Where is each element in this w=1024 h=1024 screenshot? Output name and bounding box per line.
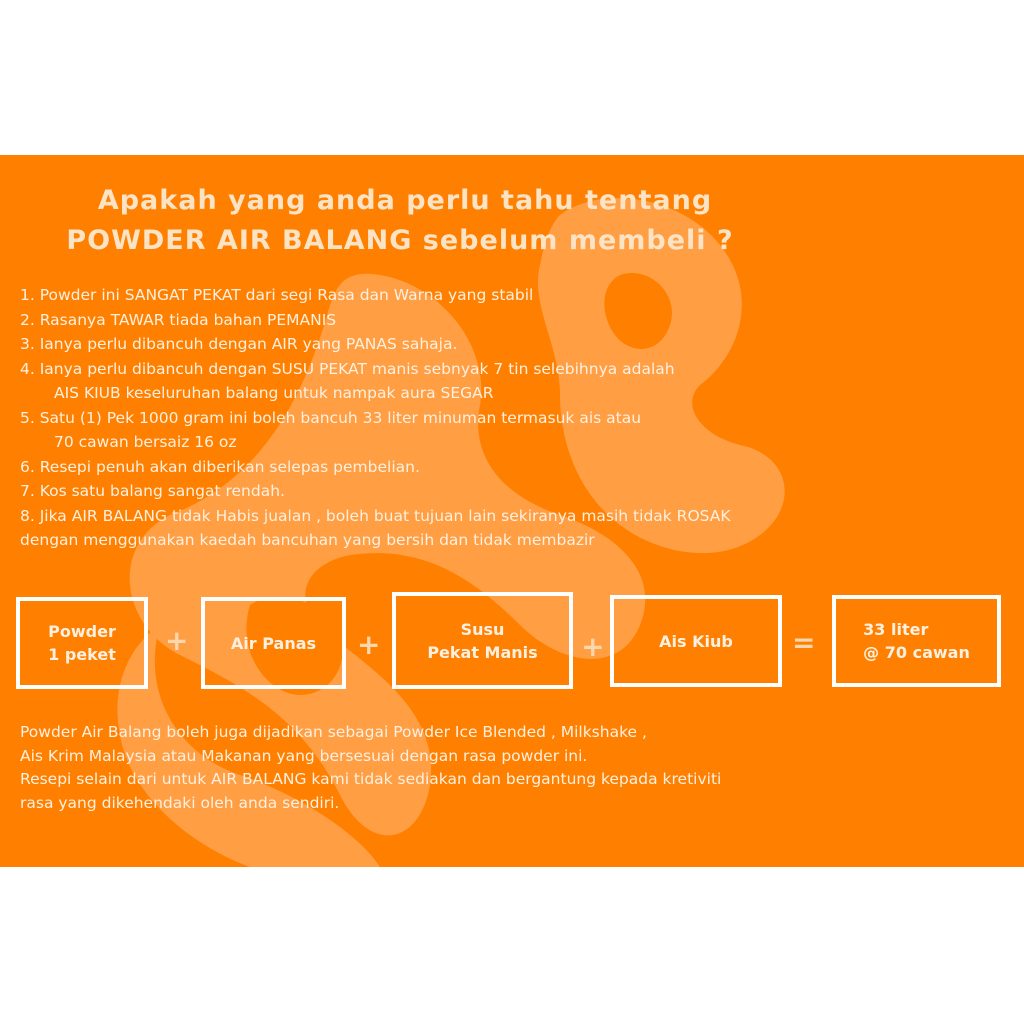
formula-box-text: Ais Kiub	[659, 631, 733, 651]
list-item: 7. Kos satu balang sangat rendah.	[20, 482, 285, 500]
formula-box-susu-pekat-manis	[392, 592, 573, 689]
page-title-line2: POWDER AIR BALANG sebelum membeli ?	[66, 225, 734, 256]
list-item: 5. Satu (1) Pek 1000 gram ini boleh bancuh 33 liter minuman termasuk ais atau	[20, 408, 642, 427]
info-panel	[0, 155, 1024, 867]
page-title-line1: Apakah yang anda perlu tahu tentang	[97, 185, 713, 216]
list-item: 4. Ianya perlu dibancuh dengan SUSU PEKAT manis sebnyak 7 tin selebihnya adalah	[20, 359, 675, 378]
formula-box-air-panas	[201, 597, 346, 689]
list-item: 2. Rasanya TAWAR tiada bahan PEMANIS	[20, 310, 337, 329]
plus-sign: +	[357, 628, 381, 661]
footer-line: rasa yang dikehendaki oleh anda sendiri.	[20, 793, 340, 812]
formula-box-text: Powder	[48, 622, 116, 641]
list-item: 1. Powder ini SANGAT PEKAT dari segi Rasa dan Warna yang stabil	[20, 286, 534, 304]
formula-box-powder	[16, 597, 148, 689]
formula-box-text: Susu	[460, 619, 505, 639]
footer-line: Ais Krim Malaysia atau Makanan yang bersesuai dengan rasa powder ini.	[20, 746, 588, 765]
formula-box-text: Air Panas	[230, 633, 317, 653]
list-item: 6. Resepi penuh akan diberikan selepas pembelian.	[20, 457, 420, 476]
plus-sign: +	[581, 630, 605, 663]
formula-box-text: @ 70 cawan	[863, 643, 970, 662]
formula-box-ais-kiub	[610, 595, 782, 687]
footer-note	[20, 721, 721, 815]
list-item: 8. Jika AIR BALANG tidak Habis jualan , boleh buat tujuan lain sekiranya masih tidak ROSAK	[20, 506, 731, 525]
list-item-continuation	[20, 381, 731, 406]
formula-box-text: 33 liter	[863, 620, 929, 639]
footer-line: Resepi selain dari untuk AIR BALANG kami tidak sediakan dan bergantung kepada kretiviti	[20, 770, 722, 788]
formula-box-text: Pekat Manis	[427, 642, 538, 662]
list-item-continuation	[20, 430, 731, 455]
list-item: dengan menggunakan kaedah bancuhan yang bersih dan tidak membazir	[20, 531, 595, 549]
plus-sign: +	[165, 624, 189, 657]
info-list	[20, 283, 731, 553]
equals-sign: =	[792, 626, 816, 659]
list-item: 3. Ianya perlu dibancuh dengan AIR yang PANAS sahaja.	[20, 335, 458, 353]
footer-line: Powder Air Balang boleh juga dijadikan sebagai Powder Ice Blended , Milkshake ,	[20, 723, 647, 741]
list-item-text: 70 cawan bersaiz 16 oz	[54, 433, 237, 451]
formula-box-result	[832, 595, 1001, 687]
formula-box-text: 1 peket	[48, 645, 116, 664]
list-item-text: AIS KIUB keseluruhan balang untuk nampak aura SEGAR	[54, 384, 494, 402]
